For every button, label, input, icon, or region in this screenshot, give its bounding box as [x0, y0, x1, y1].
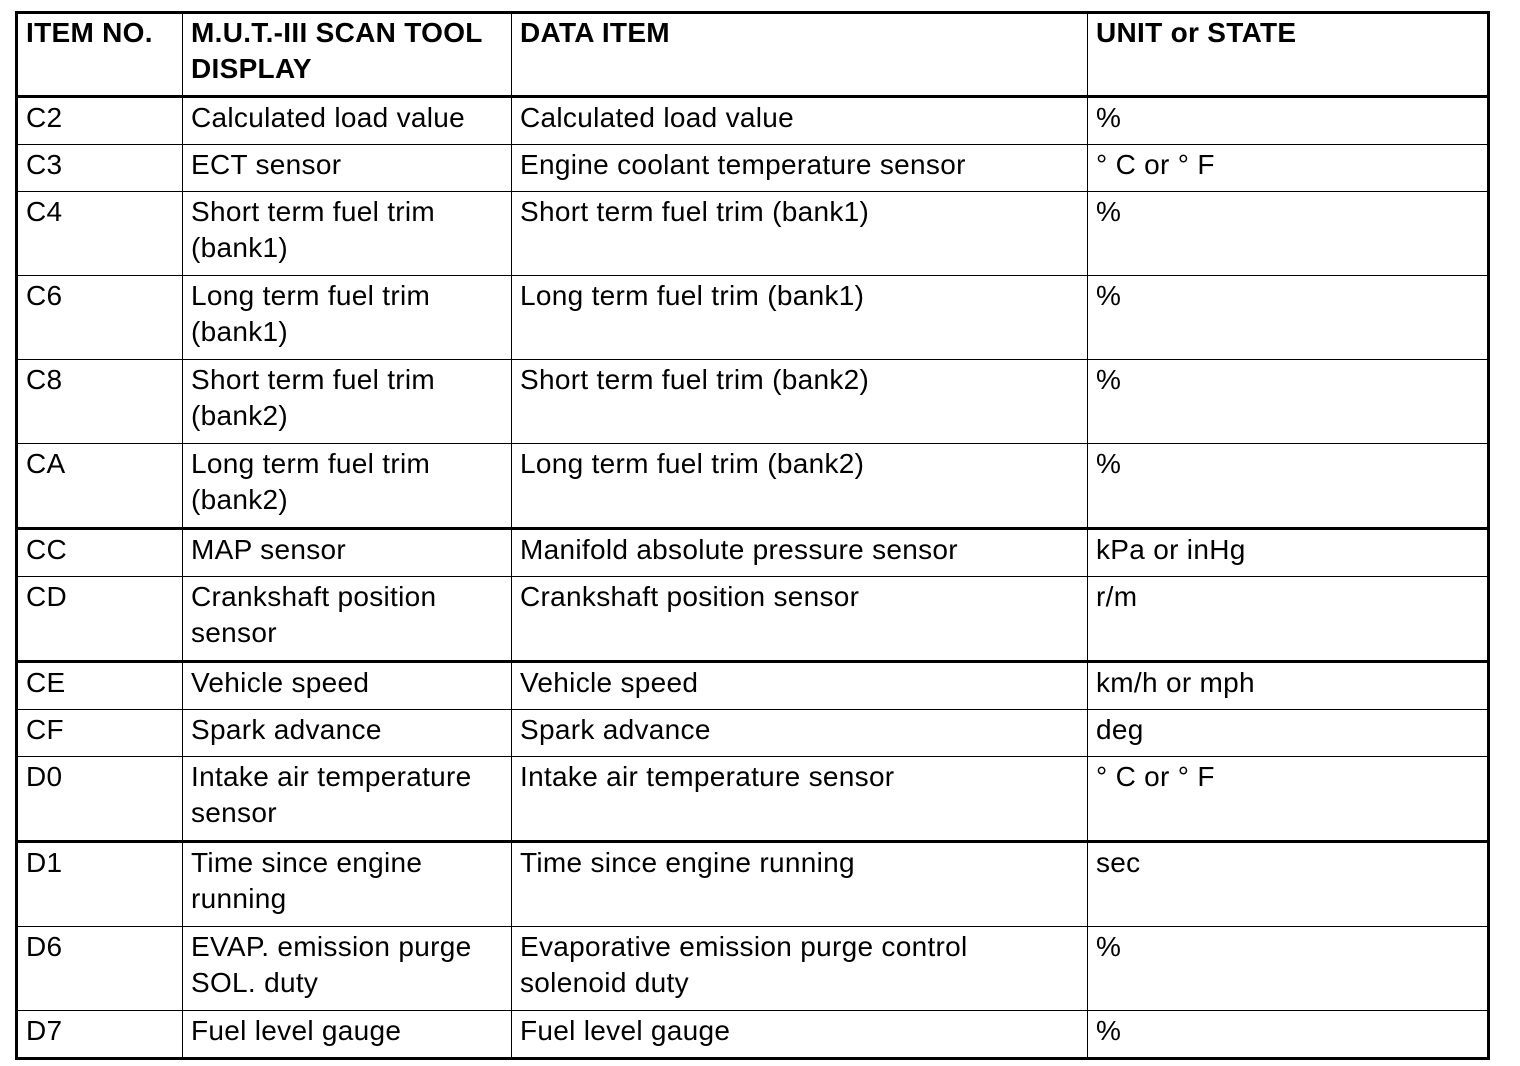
table-row [17, 360, 1489, 444]
table-row [17, 927, 1489, 1011]
cell-unit: % [1088, 1011, 1489, 1059]
cell-display: Short term fuel trim (bank1) [183, 192, 512, 276]
cell-display: Crankshaft position sensor [183, 577, 512, 662]
cell-item-no: D0 [17, 757, 183, 842]
table-row [17, 1011, 1489, 1059]
header-item-no: ITEM NO. [17, 13, 183, 97]
cell-display: Long term fuel trim (bank2) [183, 444, 512, 529]
cell-unit: ° C or ° F [1088, 757, 1489, 842]
cell-data-item: Engine coolant temperature sensor [512, 145, 1088, 192]
cell-display: Vehicle speed [183, 662, 512, 710]
cell-item-no: D7 [17, 1011, 183, 1059]
cell-data-item: Short term fuel trim (bank1) [512, 192, 1088, 276]
cell-data-item: Spark advance [512, 710, 1088, 757]
cell-data-item: Long term fuel trim (bank1) [512, 276, 1088, 360]
cell-unit: % [1088, 927, 1489, 1011]
table-row [17, 757, 1489, 842]
cell-item-no: CF [17, 710, 183, 757]
cell-unit: ° C or ° F [1088, 145, 1489, 192]
table-row [17, 97, 1489, 145]
table-row [17, 842, 1489, 927]
cell-data-item: Crankshaft position sensor [512, 577, 1088, 662]
cell-data-item: Manifold absolute pressure sensor [512, 529, 1088, 577]
cell-unit: % [1088, 360, 1489, 444]
cell-display: Spark advance [183, 710, 512, 757]
cell-data-item: Fuel level gauge [512, 1011, 1088, 1059]
cell-data-item: Vehicle speed [512, 662, 1088, 710]
table-row [17, 444, 1489, 529]
cell-data-item: Time since engine running [512, 842, 1088, 927]
table-row [17, 529, 1489, 577]
cell-unit: r/m [1088, 577, 1489, 662]
header-data-item: DATA ITEM [512, 13, 1088, 97]
cell-item-no: CC [17, 529, 183, 577]
cell-data-item: Calculated load value [512, 97, 1088, 145]
cell-display: Time since engine running [183, 842, 512, 927]
cell-item-no: C6 [17, 276, 183, 360]
cell-unit: deg [1088, 710, 1489, 757]
header-unit-or-state: UNIT or STATE [1088, 13, 1489, 97]
cell-unit: % [1088, 444, 1489, 529]
cell-display: Short term fuel trim (bank2) [183, 360, 512, 444]
table-row [17, 662, 1489, 710]
cell-item-no: CA [17, 444, 183, 529]
scan-tool-data-table [15, 11, 1490, 1060]
header-scan-tool-display: M.U.T.-III SCAN TOOL DISPLAY [183, 13, 512, 97]
cell-unit: % [1088, 192, 1489, 276]
cell-item-no: C8 [17, 360, 183, 444]
cell-unit: sec [1088, 842, 1489, 927]
cell-unit: % [1088, 97, 1489, 145]
cell-item-no: CE [17, 662, 183, 710]
cell-item-no: C3 [17, 145, 183, 192]
cell-item-no: C4 [17, 192, 183, 276]
table-row [17, 276, 1489, 360]
cell-display: Long term fuel trim (bank1) [183, 276, 512, 360]
cell-data-item: Long term fuel trim (bank2) [512, 444, 1088, 529]
cell-data-item: Evaporative emission purge control solenoid duty [512, 927, 1088, 1011]
cell-unit: kPa or inHg [1088, 529, 1489, 577]
cell-unit: % [1088, 276, 1489, 360]
cell-item-no: D6 [17, 927, 183, 1011]
table-row [17, 710, 1489, 757]
cell-display: EVAP. emission purge SOL. duty [183, 927, 512, 1011]
cell-item-no: D1 [17, 842, 183, 927]
cell-unit: km/h or mph [1088, 662, 1489, 710]
table-row [17, 145, 1489, 192]
cell-data-item: Short term fuel trim (bank2) [512, 360, 1088, 444]
cell-display: Intake air temperature sensor [183, 757, 512, 842]
cell-data-item: Intake air temperature sensor [512, 757, 1088, 842]
cell-display: ECT sensor [183, 145, 512, 192]
cell-item-no: C2 [17, 97, 183, 145]
table-row [17, 192, 1489, 276]
cell-display: Fuel level gauge [183, 1011, 512, 1059]
table-row [17, 577, 1489, 662]
cell-item-no: CD [17, 577, 183, 662]
table-header-row [17, 13, 1489, 97]
cell-display: Calculated load value [183, 97, 512, 145]
cell-display: MAP sensor [183, 529, 512, 577]
